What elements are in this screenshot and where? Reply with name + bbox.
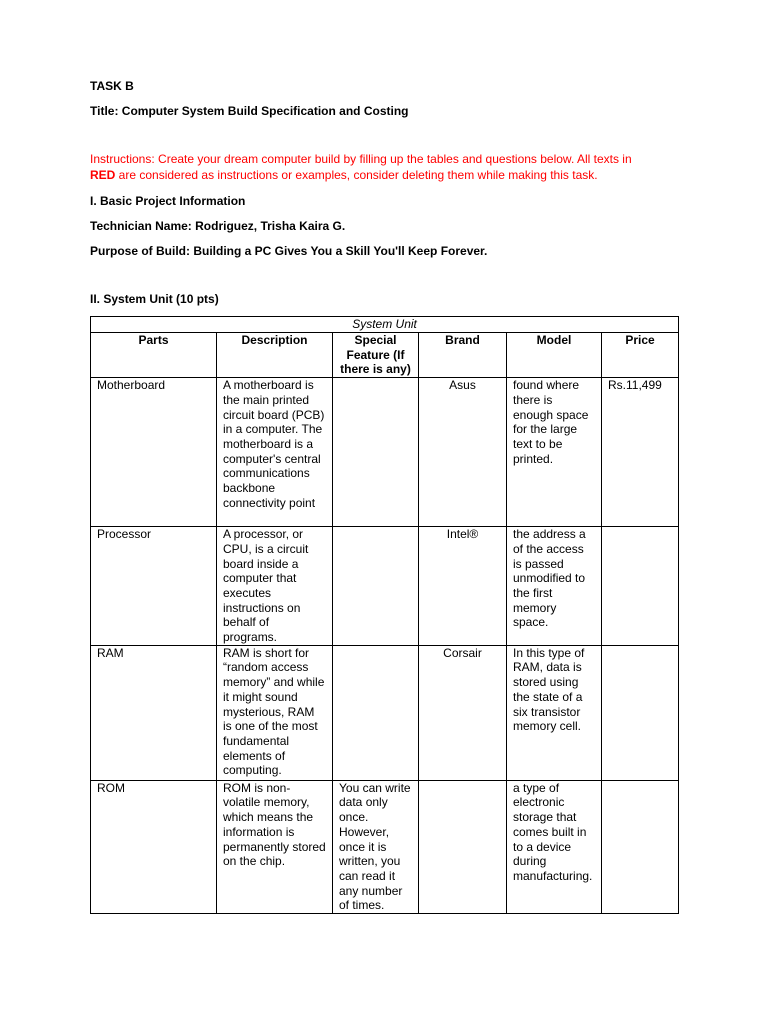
instructions-line-2 <box>90 168 598 183</box>
cell-price <box>602 527 679 646</box>
table-row <box>91 527 679 646</box>
cell-part: ROM <box>91 780 217 913</box>
cell-model: a type of electronic storage that comes built in to a device during manufacturing. <box>507 780 602 913</box>
technician-name: Technician Name: Rodriguez, Trisha Kaira G. <box>90 219 346 233</box>
cell-brand: Intel® <box>419 527 507 646</box>
header-brand: Brand <box>419 333 507 378</box>
document-title: Title: Computer System Build Specification and Costing <box>90 104 409 118</box>
cell-model: In this type of RAM, data is stored using the state of a six transistor memory cell. <box>507 645 602 780</box>
cell-feature: You can write data only once. However, once it is written, you can read it any number of times. <box>333 780 419 913</box>
cell-price <box>602 645 679 780</box>
task-label: TASK B <box>90 79 134 93</box>
cell-description: A processor, or CPU, is a circuit board inside a computer that executes instructions on behalf of programs. <box>217 527 333 646</box>
table-row <box>91 780 679 913</box>
cell-part: RAM <box>91 645 217 780</box>
cell-brand: Corsair <box>419 645 507 780</box>
cell-description: ROM is non-volatile memory, which means the information is permanently stored on the chip. <box>217 780 333 913</box>
instructions-continuation: are considered as instructions or examples, consider deleting them while making this task. <box>115 168 598 182</box>
table-row <box>91 645 679 780</box>
header-special-feature: Special Feature (If there is any) <box>333 333 419 378</box>
cell-description: RAM is short for “random access memory” and while it might sound mysterious, RAM is one of the most fundamental elements of computing. <box>217 645 333 780</box>
header-description: Description <box>217 333 333 378</box>
section-basic-heading: I. Basic Project Information <box>90 194 246 208</box>
system-unit-table <box>90 316 679 914</box>
cell-part: Processor <box>91 527 217 646</box>
cell-price: Rs.11,499 <box>602 378 679 527</box>
table-caption: System Unit <box>91 317 679 333</box>
table-header-row <box>91 333 679 378</box>
cell-price <box>602 780 679 913</box>
cell-brand <box>419 780 507 913</box>
cell-feature <box>333 645 419 780</box>
table-row <box>91 378 679 527</box>
cell-feature <box>333 378 419 527</box>
purpose-of-build: Purpose of Build: Building a PC Gives You a Skill You'll Keep Forever. <box>90 244 488 258</box>
cell-description: A motherboard is the main printed circuit board (PCB) in a computer. The motherboard is a computer's central communications backbone connectivity point <box>217 378 333 527</box>
cell-feature <box>333 527 419 646</box>
instructions-red-word: RED <box>90 168 116 182</box>
header-price: Price <box>602 333 679 378</box>
header-parts: Parts <box>91 333 217 378</box>
header-model: Model <box>507 333 602 378</box>
instructions-line-1: Instructions: Create your dream computer build by filling up the tables and questions below. All texts in <box>90 152 632 166</box>
cell-brand: Asus <box>419 378 507 527</box>
section-system-unit-heading: II. System Unit (10 pts) <box>90 292 219 306</box>
cell-model: the address a of the access is passed unmodified to the first memory space. <box>507 527 602 646</box>
cell-part: Motherboard <box>91 378 217 527</box>
cell-model: found where there is enough space for the large text to be printed. <box>507 378 602 527</box>
